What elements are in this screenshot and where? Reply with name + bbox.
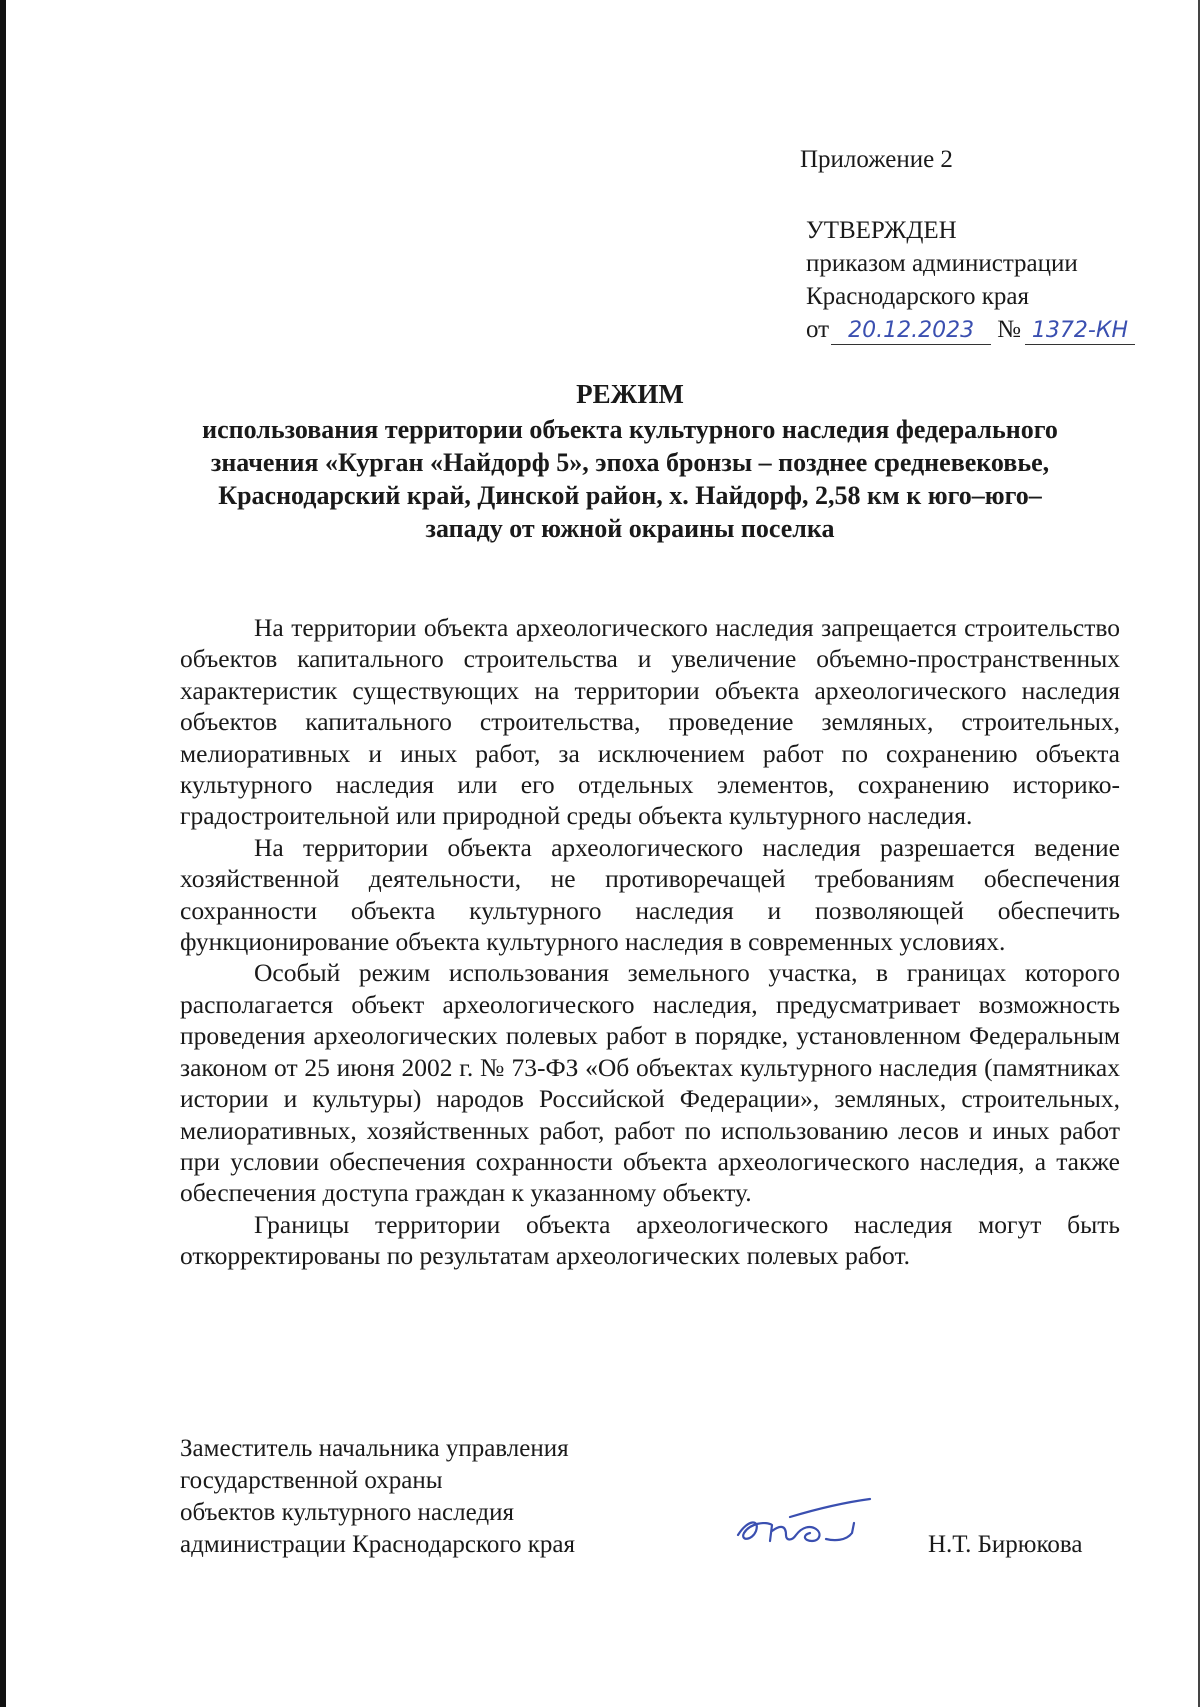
scan-border-left [0, 0, 6, 1707]
paragraph-special-regime: Особый режим использования земельного участка, в границах которого располагается объект археологического наследия, предусматривает возможность проведения археологических полевых работ в порядке, установленном Федеральным законом от 25 июня 2002 г. № 73-ФЗ «Об объектах культурного наследия (памятниках истории и культуры) народов Российской Федерации», земляных, строительных, мелиоративных, хозяйственных работ, работ по использованию лесов и иных работ при условии обеспечения сохранности объекта археологического наследия, а также обеспечения доступа граждан к указанному объекту. [180, 958, 1120, 1208]
title-main: РЕЖИМ [576, 379, 684, 409]
paragraph-boundaries: Границы территории объекта археологического наследия могут быть откорректированы по результатам археологических полевых работ. [180, 1209, 1120, 1271]
document-body [180, 612, 1120, 1272]
approval-line-region: Краснодарского края [806, 283, 1029, 310]
approval-stamp-block [806, 214, 1135, 346]
position-line-4: администрации Краснодарского края [180, 1531, 576, 1558]
handwritten-number: 1372-КН [1025, 318, 1135, 345]
paragraph-permitted-activity: На территории объекта археологического наследия разрешается ведение хозяйственной деятельности, не противоречащей требованиям обеспечения сохранности объекта культурного наследия и позволяющей обеспечить функционирование объекта культурного наследия в современных условиях. [180, 832, 1120, 957]
signatory-position [180, 1433, 575, 1561]
position-line-2: государственной охраны [180, 1467, 443, 1494]
date-prefix: от [806, 316, 830, 343]
number-prefix: № [997, 316, 1021, 343]
position-line-3: объектов культурного наследия [180, 1499, 514, 1526]
title-line-1: использования территории объекта культурного наследия федерального [202, 415, 1058, 444]
approval-line-order: приказом администрации [806, 250, 1078, 277]
handwritten-date: 20.12.2023 [831, 318, 991, 345]
approval-heading: УТВЕРЖДЕН [806, 217, 957, 244]
title-line-4: западу от южной окраины поселка [425, 514, 835, 543]
appendix-label: Приложение 2 [800, 146, 953, 173]
document-title [180, 378, 1080, 545]
handwritten-signature [730, 1495, 880, 1555]
paragraph-prohibitions: На территории объекта археологического наследия запрещается строительство объектов капитального строительства и увеличение объемно-пространственных характеристик существующих на территории объекта археологического наследия объектов капитального строительства, проведение земляных, строительных, мелиоративных и иных работ, за исключением работ по сохранению объекта культурного наследия или его отдельных элементов, сохранению историко-градостроительной или природной среды объекта культурного наследия. [180, 613, 1120, 831]
signatory-name: Н.Т. Бирюкова [928, 1531, 1083, 1558]
position-line-1: Заместитель начальника управления [180, 1435, 569, 1462]
title-line-3: Краснодарский край, Динской район, х. Найдорф, 2,58 км к юго–юго– [218, 481, 1042, 510]
title-line-2: значения «Курган «Найдорф 5», эпоха бронзы – позднее средневековье, [210, 448, 1050, 477]
approval-date-line [806, 313, 1135, 346]
